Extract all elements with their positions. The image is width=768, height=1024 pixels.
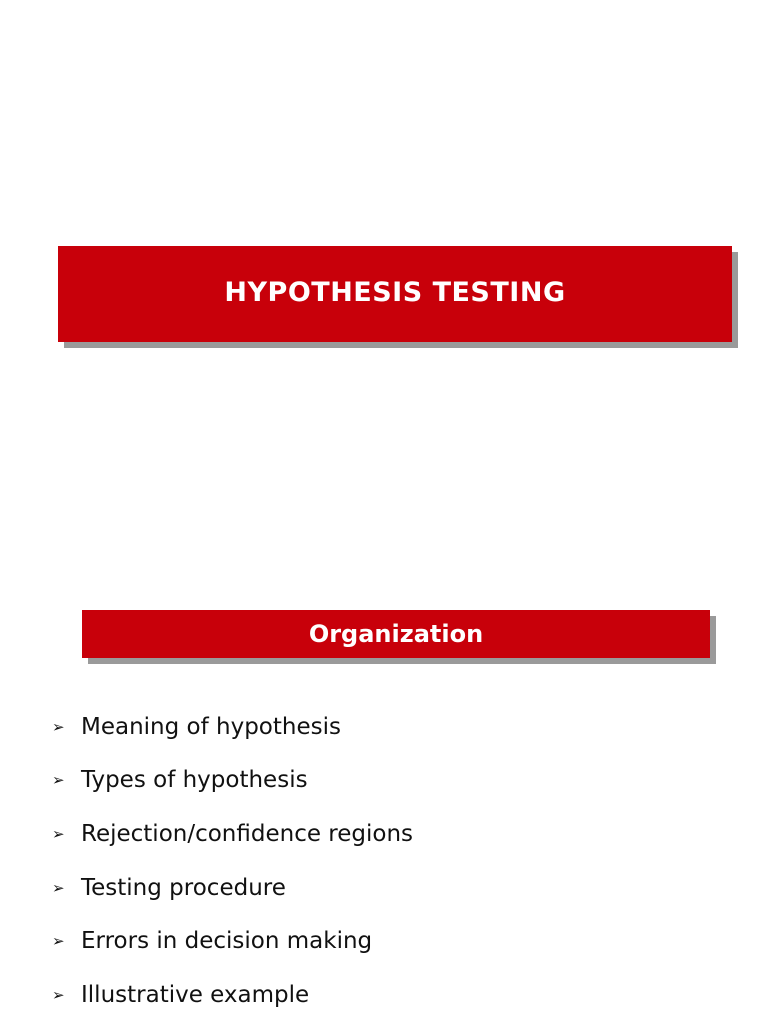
list-item xyxy=(52,754,413,808)
list-item xyxy=(52,914,413,968)
arrowhead-bullet-icon: ➢ xyxy=(52,932,65,951)
list-item-label: Types of hypothesis xyxy=(81,767,308,794)
arrowhead-bullet-icon: ➢ xyxy=(52,824,65,843)
section-heading: Organization xyxy=(308,620,484,648)
arrowhead-bullet-icon: ➢ xyxy=(52,878,65,897)
list-item xyxy=(52,968,413,1022)
list-item-label: Meaning of hypothesis xyxy=(81,713,341,740)
list-item xyxy=(52,861,413,915)
list-item-label: Illustrative example xyxy=(81,981,310,1008)
list-item-label: Testing procedure xyxy=(81,874,286,901)
outline-list xyxy=(52,700,413,1022)
list-item-label: Rejection/confidence regions xyxy=(81,820,414,847)
arrowhead-bullet-icon: ➢ xyxy=(52,771,65,790)
list-item xyxy=(52,807,413,861)
slide-title: HYPOTHESIS TESTING xyxy=(224,276,566,308)
section-heading-banner xyxy=(82,610,710,658)
arrowhead-bullet-icon: ➢ xyxy=(52,985,65,1004)
list-item-label: Errors in decision making xyxy=(81,928,373,955)
list-item xyxy=(52,700,413,754)
arrowhead-bullet-icon: ➢ xyxy=(52,717,65,736)
title-banner xyxy=(58,246,732,342)
